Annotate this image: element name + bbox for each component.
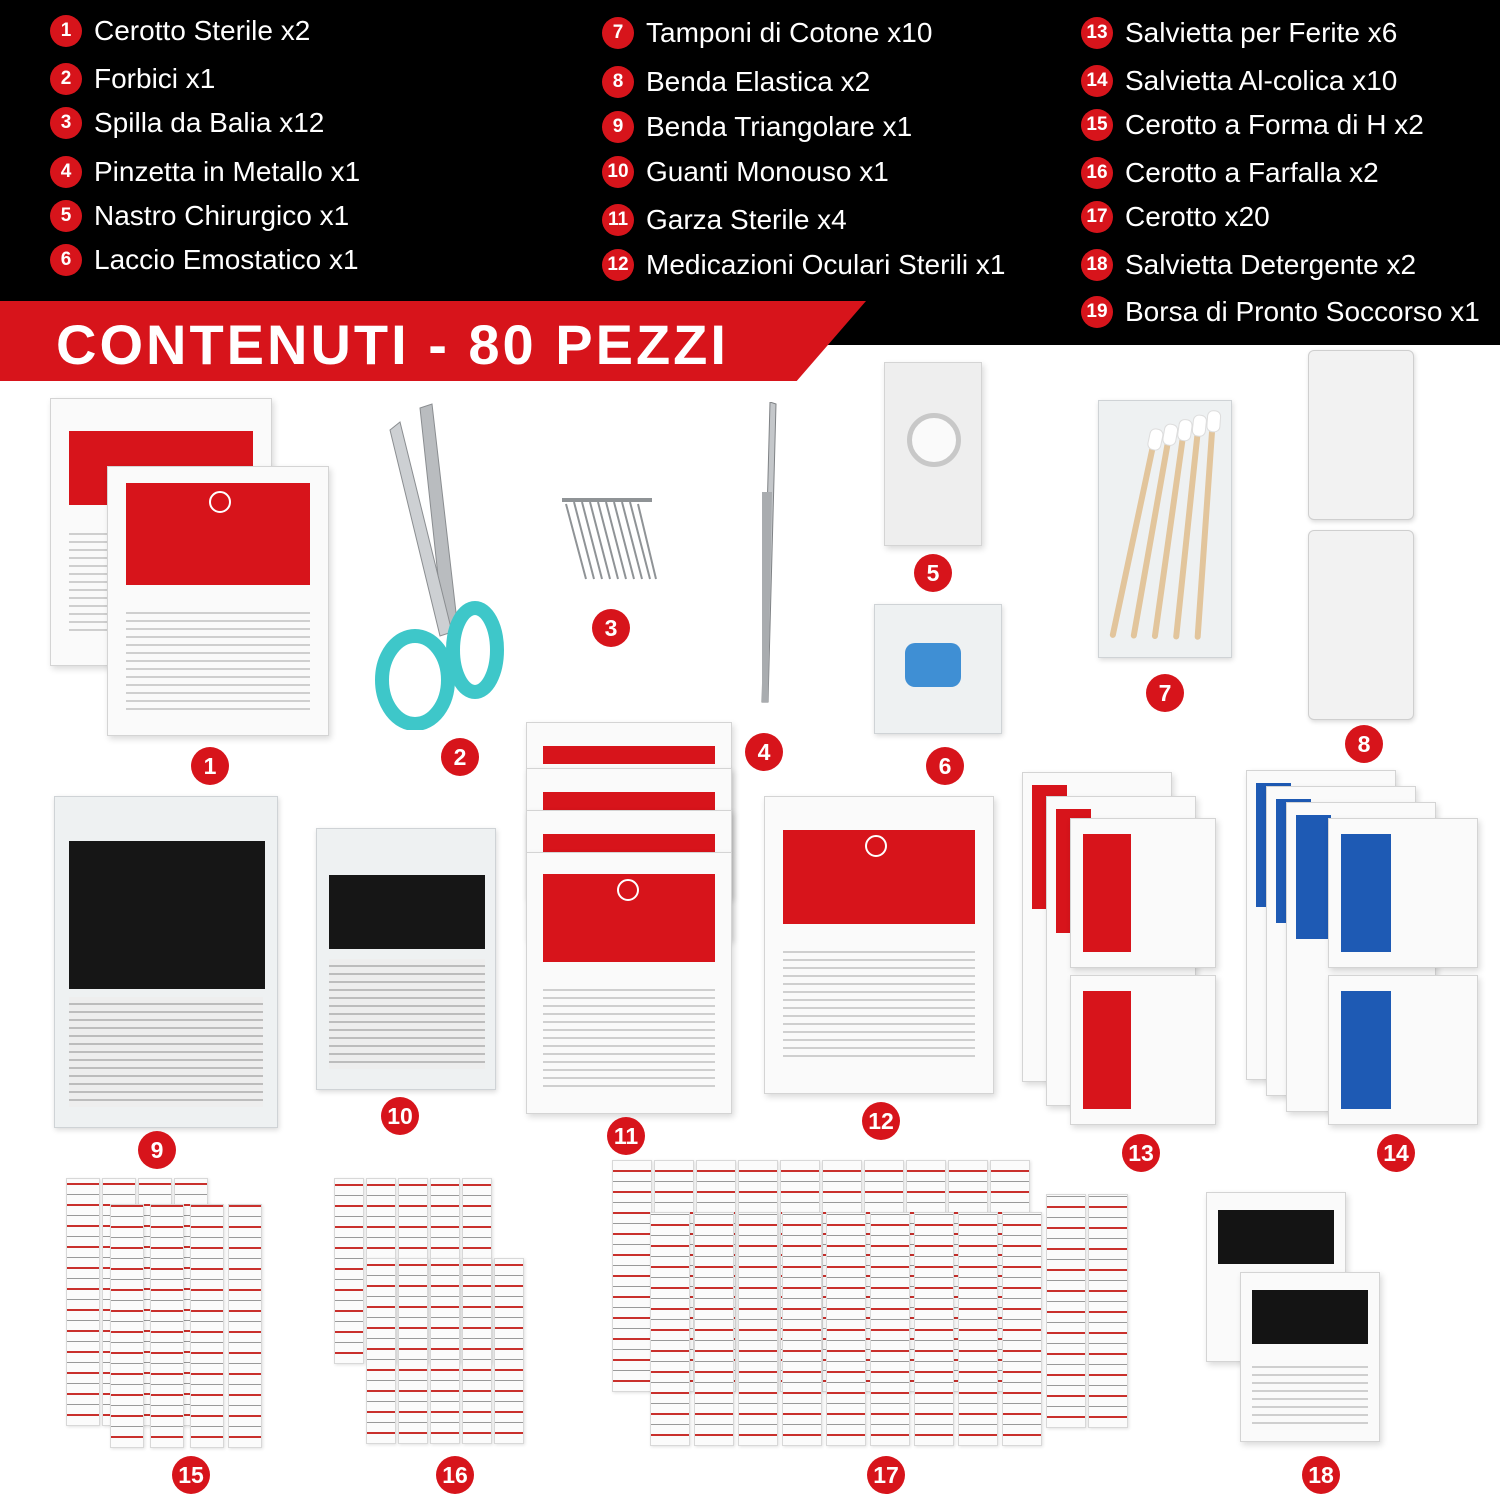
legend-number: 12: [602, 249, 634, 281]
elastic-bandage-roll-top: [1308, 350, 1414, 520]
wound-wipe-front-bottom: [1070, 975, 1216, 1125]
legend-item-16: [1081, 156, 1379, 190]
product-number-18: 18: [1302, 1456, 1340, 1494]
legend-text: Pinzetta in Metallo x1: [94, 156, 361, 187]
adhesive-bandage-strip: [958, 1212, 998, 1446]
legend-number: 9: [602, 111, 634, 143]
adhesive-bandage-strip: [826, 1212, 866, 1446]
legend-item-11: [602, 203, 847, 237]
legend-item-8: [602, 65, 870, 99]
legend-text: Cerotto a Forma di H x2: [1125, 109, 1424, 140]
legend-text: Forbici x1: [94, 63, 216, 94]
legend-number: 16: [1081, 157, 1113, 189]
triangular-bandage-bag: [54, 796, 278, 1128]
adhesive-bandage-strip: [1088, 1194, 1128, 1428]
legend-number: 14: [1081, 65, 1113, 97]
product-number-8: 8: [1345, 725, 1383, 763]
adhesive-bandage-strip: [612, 1160, 652, 1392]
alcohol-wipe-front-bottom: [1328, 975, 1478, 1125]
adhesive-bandage-strip: [1046, 1194, 1086, 1428]
legend-text: Cerotto x20: [1125, 201, 1270, 232]
legend-number: 1: [50, 15, 82, 47]
legend-text: Nastro Chirurgico x1: [94, 200, 350, 231]
legend-text: Guanti Monouso x1: [646, 156, 889, 187]
adhesive-bandage-strip: [694, 1212, 734, 1446]
product-number-12: 12: [862, 1102, 900, 1140]
legend-item-2: [50, 62, 215, 96]
medical-tape-pouch: [884, 362, 982, 546]
legend-number: 2: [50, 63, 82, 95]
legend-number: 6: [50, 244, 82, 276]
legend-number: 19: [1081, 296, 1113, 328]
legend-item-17: [1081, 200, 1270, 234]
product-number-2: 2: [441, 738, 479, 776]
h-plaster-strip: [150, 1204, 184, 1448]
contents-header: [0, 0, 1500, 345]
legend-number: 15: [1081, 109, 1113, 141]
legend-item-7: [602, 16, 932, 50]
adhesive-bandage-strip: [650, 1212, 690, 1446]
adhesive-bandage-strip: [738, 1212, 778, 1446]
product-number-1: 1: [191, 747, 229, 785]
h-plaster-strip: [110, 1204, 144, 1448]
h-plaster-strip: [228, 1204, 262, 1448]
legend-number: 7: [602, 17, 634, 49]
sterile-eye-pad: [764, 796, 994, 1094]
tourniquet-bag: [874, 604, 1002, 734]
h-plaster-strip: [66, 1178, 100, 1426]
legend-item-12: [602, 248, 1005, 282]
butterfly-plaster-strip: [334, 1178, 364, 1364]
legend-item-4: [50, 155, 360, 189]
legend-item-3: [50, 106, 324, 140]
sterile-adhesive-pad-front: [107, 466, 329, 736]
product-number-17: 17: [867, 1456, 905, 1494]
adhesive-bandage-strip: [1002, 1212, 1042, 1446]
product-number-5: 5: [914, 554, 952, 592]
legend-text: Spilla da Balia x12: [94, 107, 325, 138]
legend-number: 13: [1081, 17, 1113, 49]
legend-text: Tamponi di Cotone x10: [646, 17, 933, 48]
disposable-gloves-bag: [316, 828, 496, 1090]
butterfly-plaster-strip: [462, 1258, 492, 1444]
product-number-3: 3: [592, 609, 630, 647]
legend-number: 8: [602, 66, 634, 98]
legend-text: Laccio Emostatico x1: [94, 244, 359, 275]
legend-text: Salvietta Al-colica x10: [1125, 65, 1398, 96]
legend-item-6: [50, 243, 359, 277]
legend-number: 3: [50, 107, 82, 139]
legend-number: 18: [1081, 249, 1113, 281]
legend-text: Cerotto Sterile x2: [94, 15, 311, 46]
adhesive-bandage-strip: [914, 1212, 954, 1446]
adhesive-bandage-strip: [782, 1212, 822, 1446]
legend-text: Benda Elastica x2: [646, 66, 871, 97]
legend-item-5: [50, 199, 349, 233]
safety-pin-icon: [556, 494, 666, 589]
wound-wipe-front-top: [1070, 818, 1216, 968]
product-number-10: 10: [381, 1097, 419, 1135]
legend-number: 4: [50, 156, 82, 188]
legend-text: Borsa di Pronto Soccorso x1: [1125, 296, 1480, 327]
legend-item-13: [1081, 16, 1397, 50]
butterfly-plaster-strip: [398, 1258, 428, 1444]
product-number-6: 6: [926, 747, 964, 785]
product-number-13: 13: [1122, 1134, 1160, 1172]
product-number-4: 4: [745, 733, 783, 771]
gauze-pack-front: [526, 852, 732, 1114]
legend-number: 11: [602, 204, 634, 236]
legend-text: Benda Triangolare x1: [646, 111, 913, 142]
elastic-bandage-roll-bottom: [1308, 530, 1414, 720]
legend-text: Salvietta per Ferite x6: [1125, 17, 1398, 48]
alcohol-wipe-front-top: [1328, 818, 1478, 968]
tweezers-icon: [748, 402, 788, 712]
butterfly-plaster-strip: [494, 1258, 524, 1444]
product-number-15: 15: [172, 1456, 210, 1494]
banner-title: CONTENUTI - 80 PEZZI: [56, 313, 729, 376]
product-number-11: 11: [607, 1117, 645, 1155]
legend-item-15: [1081, 108, 1424, 142]
legend-item-10: [602, 155, 889, 189]
product-number-9: 9: [138, 1131, 176, 1169]
adhesive-bandage-strip: [870, 1212, 910, 1446]
legend-text: Salvietta Detergente x2: [1125, 249, 1417, 280]
butterfly-plaster-strip: [366, 1258, 396, 1444]
product-number-7: 7: [1146, 674, 1184, 712]
legend-text: Cerotto a Farfalla x2: [1125, 157, 1379, 188]
legend-item-1: [50, 14, 310, 48]
legend-text: Garza Sterile x4: [646, 204, 847, 235]
legend-item-19: [1081, 295, 1480, 329]
cleansing-wipe-front: [1240, 1272, 1380, 1442]
legend-item-18: [1081, 248, 1416, 282]
butterfly-plaster-strip: [430, 1258, 460, 1444]
legend-number: 10: [602, 156, 634, 188]
scissors-icon: [370, 400, 510, 730]
legend-number: 17: [1081, 201, 1113, 233]
legend-number: 5: [50, 200, 82, 232]
h-plaster-strip: [190, 1204, 224, 1448]
legend-item-14: [1081, 64, 1397, 98]
legend-item-9: [602, 110, 912, 144]
legend-text: Medicazioni Oculari Sterili x1: [646, 249, 1006, 280]
product-number-14: 14: [1377, 1134, 1415, 1172]
product-number-16: 16: [436, 1456, 474, 1494]
